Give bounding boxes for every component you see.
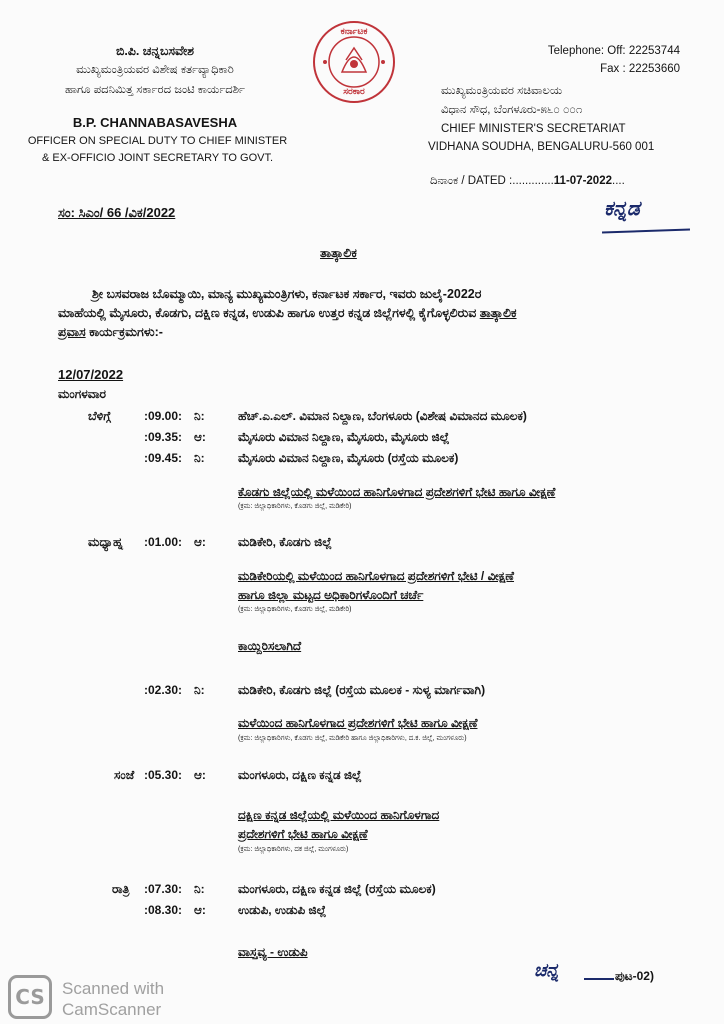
document-title: ತಾತ್ಕಾಲಿಕ: [320, 246, 357, 260]
note-kodagu-action: (ಕ್ರಮ: ಜಿಲ್ಲಾಧಿಕಾರಿಗಳು, ಕೊಡಗು ಜಿಲ್ಲೆ, ಮಡಿಕೇರಿ): [238, 503, 352, 510]
watermark-line-2: CamScanner: [62, 1000, 162, 1019]
intro-line-1: ಶ್ರೀ ಬಸವರಾಜ ಬೊಮ್ಮಾಯಿ, ಮಾನ್ಯ ಮುಖ್ಯಮಂತ್ರಿಗಳು, ಕರ್ನಾಟಕ ಸರ್ಕಾರ, ಇವರು ಜುಲೈ-2022ರ: [92, 287, 482, 301]
officer-title-en-2: & EX-OFFICIO JOINT SECRETARY TO GOVT.: [41, 152, 274, 164]
note-stay: ವಾಸ್ತವ್ಯ - ಉಡುಪಿ: [238, 945, 308, 959]
period-morning: ಬೆಳಿಗ್ಗೆ: [88, 409, 111, 423]
officer-title-en-1: OFFICER ON SPECIAL DUTY TO CHIEF MINISTER: [27, 135, 288, 147]
initials-signature: ಕನ್ನಡ: [604, 198, 640, 220]
time-0530: :05.30:: [144, 768, 183, 782]
officer-name-en: B.P. CHANNABASAVESHA: [72, 115, 238, 130]
officer-name-kn: ಬಿ.ಪಿ. ಚನ್ನಬಸವೇಶ: [115, 44, 195, 58]
mode-0530: ಆ:: [194, 768, 206, 782]
intro-line-2: [58, 306, 517, 321]
intro-line-2-text: ಮಾಹೆಯಲ್ಲಿ ಮೈಸೂರು, ಕೊಡಗು, ದಕ್ಷಿಣ ಕನ್ನಡ, ಉಡುಪಿ ಹಾಗೂ ಉತ್ತರ ಕನ್ನಡ ಜಿಲ್ಲೆಗಳಲ್ಲಿ ಕೈಗೊಳ್ಳಲಿರುವ: [58, 306, 480, 320]
note-dk-action: (ಕ್ರಮ: ಜಿಲ್ಲಾಧಿಕಾರಿಗಳು, ದಕ ಜಿಲ್ಲೆ, ಮಂಗಳೂರು): [238, 846, 349, 853]
intro-line-3: [58, 325, 163, 340]
period-evening: ಸಂಜೆ: [114, 768, 135, 782]
time-0945: :09.45:: [144, 451, 183, 465]
mode-0230: ನಿ:: [194, 683, 205, 697]
secretariat-kn: ಮುಖ್ಯಮಂತ್ರಿಯವರ ಸಚಿವಾಲಯ: [441, 85, 563, 97]
time-0730: :07.30:: [144, 882, 183, 896]
place-0900: ಹೆಚ್.ಎ.ಎಲ್. ವಿಮಾನ ನಿಲ್ದಾಣ, ಬೆಂಗಳೂರು (ವಿಶೇಷ ವಿಮಾನದ ಮೂಲಕ): [238, 409, 527, 423]
time-0100: :01.00:: [144, 535, 183, 549]
note-rain-visit: ಮಳೆಯಿಂದ ಹಾನಿಗೊಳಗಾದ ಪ್ರದೇಶಗಳಿಗೆ ಭೇಟಿ ಹಾಗೂ ವೀಕ್ಷಣೆ: [238, 716, 478, 730]
note-rain-action: (ಕ್ರಮ: ಜಿಲ್ಲಾಧಿಕಾರಿಗಳು, ಕೊಡಗು ಜಿಲ್ಲೆ, ಮಡಿಕೇರಿ ಹಾಗೂ ಜಿಲ್ಲಾಧಿಕಾರಿಗಳು, ದ.ಕ. ಜಿಲ್ಲೆ, ಮಂಗಳೂರು): [238, 735, 467, 742]
time-0935: :09.35:: [144, 430, 183, 444]
time-0230: :02.30:: [144, 683, 183, 697]
camscanner-watermark: [0, 965, 200, 1024]
secretariat-en: CHIEF MINISTER'S SECRETARIAT: [441, 123, 626, 135]
address-en: VIDHANA SOUDHA, BENGALURU-560 001: [428, 141, 655, 153]
period-afternoon: ಮಧ್ಯಾಹ್ನ: [88, 535, 123, 549]
period-night: ರಾತ್ರಿ: [112, 882, 130, 896]
emblem-bottom-text: ಸರಕಾರ: [343, 86, 365, 96]
mode-0945: ನಿ:: [194, 451, 205, 465]
note-madikeri-visit-2: ಹಾಗೂ ಜಿಲ್ಲಾ ಮಟ್ಟದ ಅಧಿಕಾರಿಗಳೊಂದಿಗೆ ಚರ್ಚೆ: [238, 588, 424, 602]
place-0830: ಉಡುಪಿ, ಉಡುಪಿ ಜಿಲ್ಲೆ: [238, 903, 327, 917]
place-0100: ಮಡಿಕೇರಿ, ಕೊಡಗು ಜಿಲ್ಲೆ: [238, 535, 332, 549]
time-0830: :08.30:: [144, 903, 183, 917]
note-kodagu-visit: ಕೊಡಗು ಜಿಲ್ಲೆಯಲ್ಲಿ ಮಳೆಯಿಂದ ಹಾನಿಗೊಳಗಾದ ಪ್ರದೇಶಗಳಿಗೆ ಭೇಟಿ ಹಾಗೂ ವೀಕ್ಷಣೆ: [238, 485, 556, 499]
fax: Fax : 22253660: [600, 63, 680, 75]
telephone: Telephone: Off: 22253744: [547, 45, 680, 57]
officer-title-kn-2: ಹಾಗೂ ಪದನಿಮಿತ್ತ ಸರ್ಕಾರದ ಜಂಟಿ ಕಾರ್ಯದರ್ಶಿ: [65, 84, 245, 96]
mode-0900: ನಿ:: [194, 409, 205, 423]
watermark-line-1: Scanned with: [62, 979, 165, 998]
address-kn: ವಿಧಾನ ಸೌಧ, ಬೆಂಗಳೂರು-೫೬೦ ೦೦೧: [441, 104, 583, 116]
emblem-top-text: ಕರ್ನಾಟಕ: [340, 26, 368, 36]
note-reserved: ಕಾಯ್ದಿರಿಸಲಾಗಿದೆ: [238, 639, 302, 653]
schedule-date: 12/07/2022: [58, 367, 124, 382]
reference-number: ಸಂ: ಸಿಎಂ/ 66 /ವಿಕ/2022: [58, 205, 176, 220]
place-0530: ಮಂಗಳೂರು, ದಕ್ಷಿಣ ಕನ್ನಡ ಜಿಲ್ಲೆ: [238, 768, 362, 782]
karnataka-emblem: [312, 20, 396, 104]
date-trail: ....: [612, 175, 625, 187]
camscanner-logo-icon: CS: [8, 975, 52, 1019]
date-line: [430, 175, 625, 188]
place-0945: ಮೈಸೂರು ವಿಮಾನ ನಿಲ್ದಾಣ, ಮೈಸೂರು (ರಸ್ತೆಯ ಮೂಲಕ): [238, 451, 459, 465]
note-madikeri-visit-1: ಮಡಿಕೇರಿಯಲ್ಲಿ ಮಳೆಯಿಂದ ಹಾನಿಗೊಳಗಾದ ಪ್ರದೇಶಗಳಿಗೆ ಭೇಟಿ / ವೀಕ್ಷಣೆ: [238, 569, 515, 583]
intro-tour: ಪ್ರವಾಸ: [58, 325, 86, 339]
place-0230: ಮಡಿಕೇರಿ, ಕೊಡಗು ಜಿಲ್ಲೆ (ರಸ್ತೆಯ ಮೂಲಕ - ಸುಳ್ಯ ಮಾರ್ಗವಾಗಿ): [238, 683, 486, 697]
date-label: ದಿನಾಂಕ / DATED :.............: [430, 175, 554, 187]
note-dk-visit-2: ಪ್ರದೇಶಗಳಿಗೆ ಭೇಟಿ ಹಾಗೂ ವೀಕ್ಷಣೆ: [238, 827, 368, 841]
place-0935: ಮೈಸೂರು ವಿಮಾನ ನಿಲ್ದಾಣ, ಮೈಸೂರು, ಮೈಸೂರು ಜಿಲ್ಲೆ: [238, 430, 450, 444]
note-madikeri-action: (ಕ್ರಮ: ಜಿಲ್ಲಾಧಿಕಾರಿಗಳು, ಕೊಡಗು ಜಿಲ್ಲೆ, ಮಡಿಕೇರಿ): [238, 606, 352, 613]
intro-programmes: ಕಾರ್ಯಕ್ರಮಗಳು:-: [85, 325, 163, 339]
intro-tentative: ತಾತ್ಕಾಲಿಕ: [479, 306, 517, 320]
footer-signature-stroke: [584, 978, 614, 980]
mode-0730: ನಿ:: [194, 882, 205, 896]
date-value: 11-07-2022: [553, 175, 612, 187]
mode-0100: ಆ:: [194, 535, 206, 549]
place-0730: ಮಂಗಳೂರು, ದಕ್ಷಿಣ ಕನ್ನಡ ಜಿಲ್ಲೆ (ರಸ್ತೆಯ ಮೂಲಕ): [238, 882, 436, 896]
note-dk-visit-1: ದಕ್ಷಿಣ ಕನ್ನಡ ಜಿಲ್ಲೆಯಲ್ಲಿ ಮಳೆಯಿಂದ ಹಾನಿಗೊಳಗಾದ: [238, 808, 440, 822]
page-continuation: ಪುಟ-02): [615, 969, 654, 983]
mode-0935: ಆ:: [194, 430, 206, 444]
mode-0830: ಆ:: [194, 903, 206, 917]
footer-signature: ಚನ್ನ: [534, 960, 559, 980]
time-0900: :09.00:: [144, 409, 183, 423]
schedule-weekday: ಮಂಗಳವಾರ: [58, 387, 107, 401]
officer-title-kn-1: ಮುಖ್ಯಮಂತ್ರಿಯವರ ವಿಶೇಷ ಕರ್ತವ್ಯಾಧಿಕಾರಿ: [76, 64, 234, 76]
signature-stroke: [602, 228, 690, 233]
